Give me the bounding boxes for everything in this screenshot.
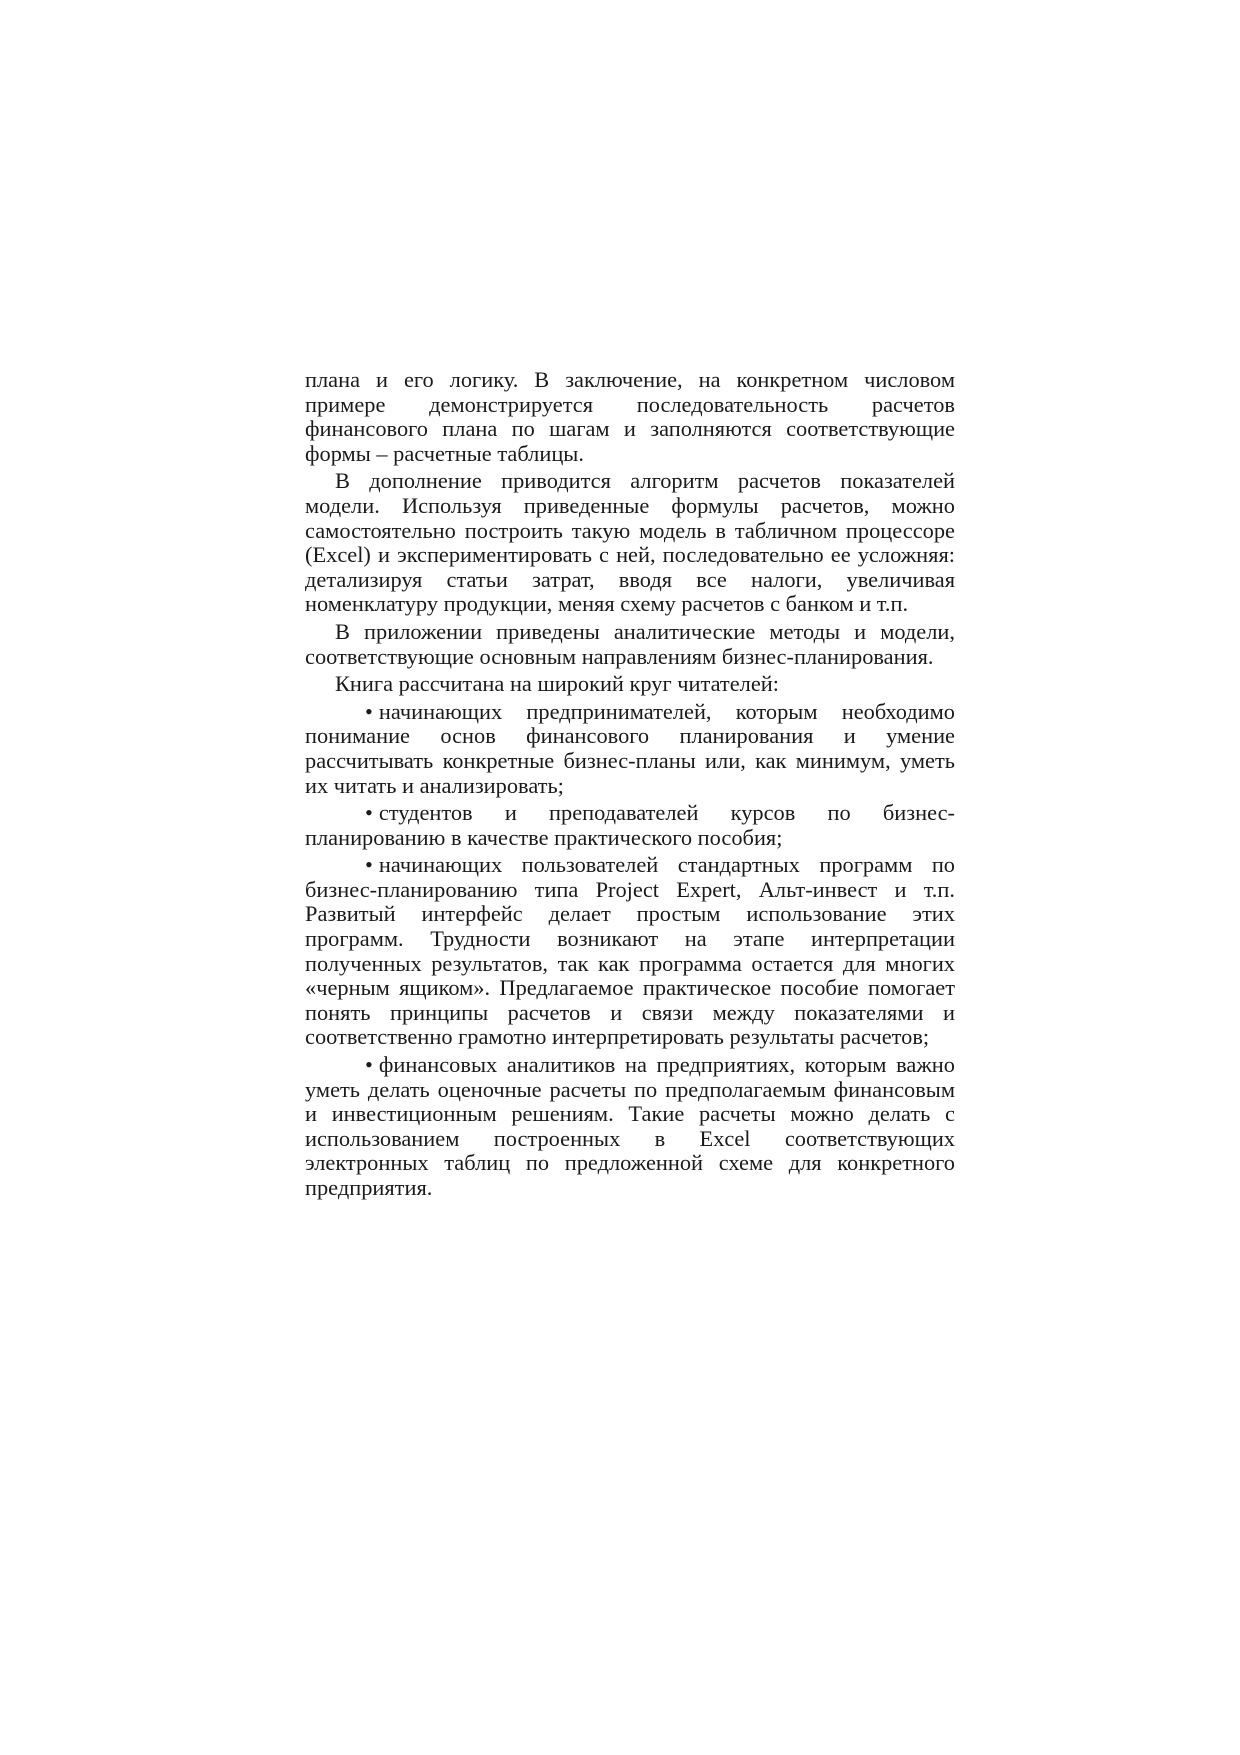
body-text bbox=[305, 368, 955, 1204]
bullet-item-entrepreneurs bbox=[305, 700, 955, 798]
paragraph-algorithm: В дополнение приводится алгоритм расчетов показателей модели. Используя приведенные формулы расчетов, можно самостоятельно построить такую модель в табличном процессоре (Excel) и экспериментировать с ней, последовательно ее усложняя: детализируя статьи затрат, вводя все налоги, увеличивая номенклатуру продукции, меняя схему расчетов с банком и т.п. bbox=[305, 468, 955, 617]
bullet-item-software-users bbox=[305, 853, 955, 1050]
bullet-icon: • bbox=[365, 852, 373, 878]
paragraph-continuation: плана и его логику. В заключение, на конкретном числовом примере демонстрируется последовательность расчетов финансового плана по шагам и заполняются соответствующие формы – расчетные таблицы. bbox=[305, 367, 955, 466]
bullet-item-analysts bbox=[305, 1053, 955, 1201]
bullet-text: финансовых аналитиков на предприятиях, которым важно уметь делать оценочные расчеты по предполагаемым финансовым и инвестиционным решениям. Такие расчеты можно делать с использованием построенных в Excel соответствующих электронных таблиц по предложенной схеме для конкретного предприятия. bbox=[305, 1052, 955, 1200]
bullet-icon: • bbox=[365, 1052, 373, 1078]
paragraph-audience-intro: Книга рассчитана на широкий круг читателей: bbox=[335, 671, 779, 697]
bullet-text: начинающих предпринимателей, которым необходимо понимание основ финансового планирования и умение рассчитывать конкретные бизнес-планы или, как минимум, уметь их читать и анализировать; bbox=[305, 698, 955, 798]
bullet-text: начинающих пользователей стандартных программ по бизнес-планированию типа Project Expert, Альт-инвест и т.п. Развитый интерфейс делает простым использование этих программ. Трудности возникают на этапе интерпретации полученных результатов, так как программа остается для многих «черным ящиком». Предлагаемое практическое пособие помогает понять принципы расчетов и связи между показателями и соответственно грамотно интерпретировать результаты расчетов; bbox=[305, 852, 955, 1050]
paragraph-appendix: В приложении приведены аналитические методы и модели, соответствующие основным направлениям бизнес-планирования. bbox=[305, 618, 955, 669]
bullet-icon: • bbox=[365, 698, 373, 724]
bullet-text: студентов и преподавателей курсов по бизнес-планированию в качестве практического пособия; bbox=[305, 800, 955, 850]
bullet-item-students bbox=[305, 801, 955, 850]
bullet-icon: • bbox=[365, 800, 373, 826]
